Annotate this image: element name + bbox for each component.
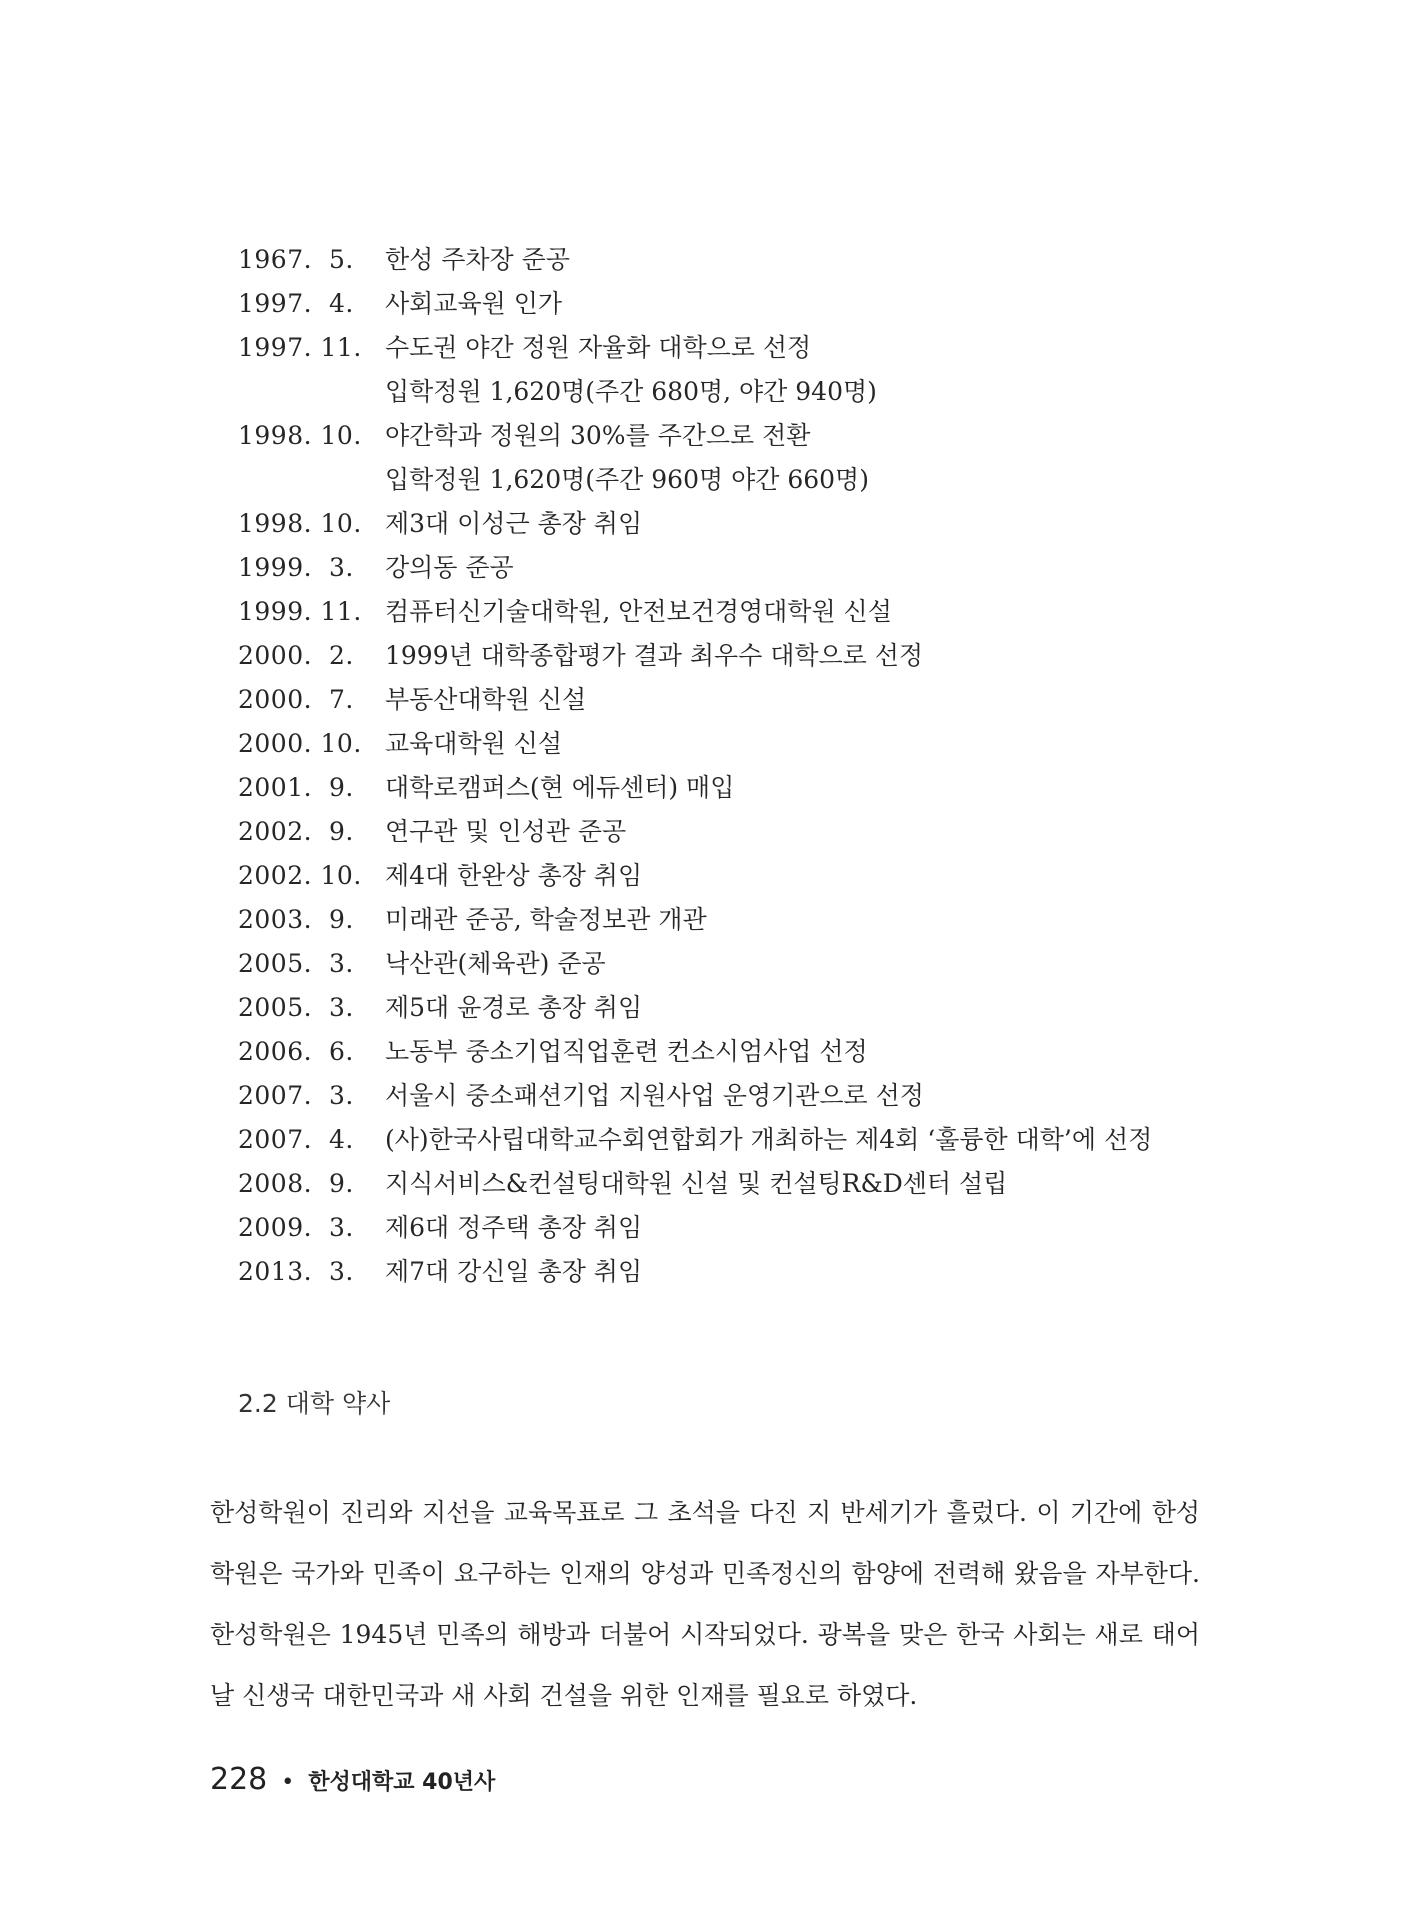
timeline-entry xyxy=(238,546,1238,590)
timeline-entry xyxy=(238,898,1238,942)
entry-date: 2007. 4. xyxy=(238,1125,354,1154)
entry-text: 제7대 강신일 총장 취임 xyxy=(385,1257,643,1286)
timeline-entry xyxy=(238,326,1238,370)
timeline-entry xyxy=(238,502,1238,546)
entry-date: 2007. 3. xyxy=(238,1081,354,1110)
entry-date: 2003. 9. xyxy=(238,905,354,934)
entry-date: 1998. 10. xyxy=(238,509,362,538)
entry-text: 연구관 및 인성관 준공 xyxy=(385,817,627,846)
timeline-entry-continuation xyxy=(238,458,1238,502)
body-paragraph: 한성학원이 진리와 지선을 교육목표로 그 초석을 다진 지 반세기가 흘렀다. 이 기간에 한성학원은 국가와 민족이 요구하는 인재의 양성과 민족정신의 함양에 전력해 왔음을 자부한다. 한성학원은 1945년 민족의 해방과 더불어 시작되었다. 광복을 맞은 한국 사회는 새로 태어날 신생국 대한민국과 새 사회 건설을 위한 인재를 필요로 하였다. xyxy=(210,1498,1200,1710)
entry-date: 1997. 4. xyxy=(238,289,354,318)
entry-text: 사회교육원 인가 xyxy=(385,289,562,318)
timeline-entry xyxy=(238,722,1238,766)
timeline-entry xyxy=(238,942,1238,986)
entry-text: 지식서비스&컨설팅대학원 신설 및 컨설팅R&D센터 설립 xyxy=(385,1169,1008,1198)
entry-date: 1999. 3. xyxy=(238,553,354,582)
separator-bullet: • xyxy=(281,1770,295,1795)
entry-date: 2000. 2. xyxy=(238,641,354,670)
entry-date: 2005. 3. xyxy=(238,949,354,978)
entry-text: 한성 주차장 준공 xyxy=(385,245,570,274)
entry-date: 2013. 3. xyxy=(238,1257,354,1286)
section-title: 2.2 대학 약사 xyxy=(238,1389,391,1418)
entry-text: 입학정원 1,620명(주간 960명 야간 660명) xyxy=(385,465,869,494)
entry-date: 2001. 9. xyxy=(238,773,354,802)
entry-text: 입학정원 1,620명(주간 680명, 야간 940명) xyxy=(385,377,877,406)
timeline-entry xyxy=(238,590,1238,634)
timeline-entry xyxy=(238,678,1238,722)
entry-text: 야간학과 정원의 30%를 주간으로 전환 xyxy=(385,421,811,450)
entry-date: 2009. 3. xyxy=(238,1213,354,1242)
book-title: 한성대학교 40년사 xyxy=(308,1770,496,1795)
timeline-entry xyxy=(238,282,1238,326)
entry-text: 컴퓨터신기술대학원, 안전보건경영대학원 신설 xyxy=(385,597,892,626)
timeline-entry xyxy=(238,414,1238,458)
timeline-entry-continuation xyxy=(238,370,1238,414)
timeline-entry xyxy=(238,1118,1238,1162)
entry-date: 2000. 7. xyxy=(238,685,354,714)
entry-date: 1999. 11. xyxy=(238,597,362,626)
entry-text: 1999년 대학종합평가 결과 최우수 대학으로 선정 xyxy=(385,641,924,670)
entry-text: 수도권 야간 정원 자율화 대학으로 선정 xyxy=(385,333,812,362)
timeline-entry xyxy=(238,766,1238,810)
entry-text: 제6대 정주택 총장 취임 xyxy=(385,1213,643,1242)
page-footer xyxy=(210,1762,495,1797)
entry-date: 1997. 11. xyxy=(238,333,362,362)
entry-text: 강의동 준공 xyxy=(385,553,514,582)
entry-text: 제3대 이성근 총장 취임 xyxy=(385,509,643,538)
entry-date: 2005. 3. xyxy=(238,993,354,1022)
entry-date: 2000. 10. xyxy=(238,729,362,758)
entry-text: 대학로캠퍼스(현 에듀센터) 매입 xyxy=(385,773,735,802)
timeline-entry xyxy=(238,1074,1238,1118)
timeline-entry xyxy=(238,634,1238,678)
timeline-entry xyxy=(238,238,1238,282)
entry-date: 1967. 5. xyxy=(238,245,354,274)
timeline-entry xyxy=(238,1030,1238,1074)
entry-date: 2008. 9. xyxy=(238,1169,354,1198)
chronology-list xyxy=(238,238,1238,1294)
entry-text: 서울시 중소패션기업 지원사업 운영기관으로 선정 xyxy=(385,1081,924,1110)
timeline-entry xyxy=(238,1162,1238,1206)
timeline-entry xyxy=(238,1206,1238,1250)
entry-text: 미래관 준공, 학술정보관 개관 xyxy=(385,905,707,934)
timeline-entry xyxy=(238,1250,1238,1294)
entry-text: (사)한국사립대학교수회연합회가 개최하는 제4회 ‘훌륭한 대학’에 선정 xyxy=(385,1125,1153,1154)
entry-date: 1998. 10. xyxy=(238,421,362,450)
timeline-entry xyxy=(238,854,1238,898)
page-number: 228 xyxy=(210,1762,268,1797)
entry-text: 노동부 중소기업직업훈련 컨소시엄사업 선정 xyxy=(385,1037,868,1066)
entry-text: 부동산대학원 신설 xyxy=(385,685,587,714)
entry-text: 제4대 한완상 총장 취임 xyxy=(385,861,643,890)
timeline-entry xyxy=(238,986,1238,1030)
entry-date: 2002. 10. xyxy=(238,861,362,890)
entry-text: 낙산관(체육관) 준공 xyxy=(385,949,606,978)
timeline-entry xyxy=(238,810,1238,854)
entry-date: 2002. 9. xyxy=(238,817,354,846)
entry-date: 2006. 6. xyxy=(238,1037,354,1066)
entry-text: 제5대 윤경로 총장 취임 xyxy=(385,993,643,1022)
entry-text: 교육대학원 신설 xyxy=(385,729,562,758)
